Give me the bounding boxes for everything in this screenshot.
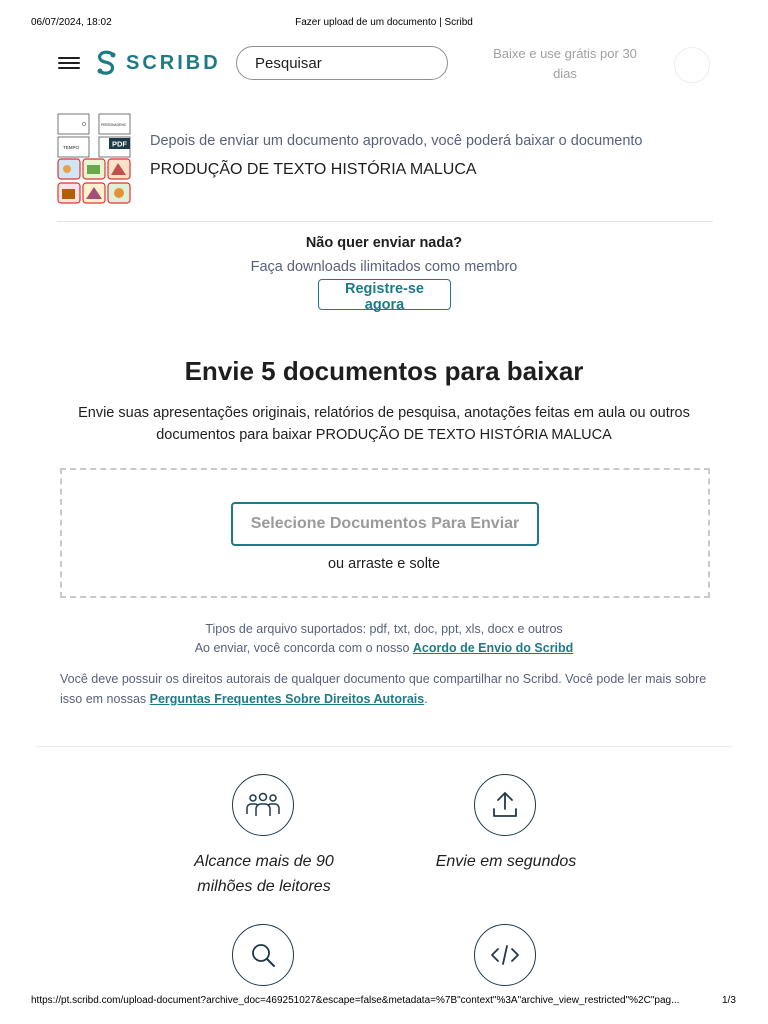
copyright-faq-link[interactable]: Perguntas Frequentes Sobre Direitos Autorais	[149, 692, 425, 706]
supported-types-text: Tipos de arquivo suportados: pdf, txt, doc, ppt, xls, docx e outros	[205, 622, 563, 636]
select-documents-button[interactable]: Selecione Documentos Para Enviar	[231, 502, 539, 546]
thumb-cell-o: O	[82, 122, 86, 128]
feature-code-badge	[474, 924, 536, 986]
copyright-prefix: Você deve possuir os direitos autorais de qualquer documento que compartilhar no Scribd. Você pode ler mais sobre isso em nossas	[60, 672, 707, 706]
document-thumbnail	[56, 112, 132, 204]
agreement-prefix: Ao enviar, você concorda com o nosso	[194, 641, 413, 655]
print-url: https://pt.scribd.com/upload-document?archive_doc=469251027&escape=false&metadata=%7B"context"%3A"archive_view_restricted"%2C"pag...	[31, 995, 680, 1006]
search-icon	[249, 941, 277, 969]
feature-upload-label: Envie em segundos	[435, 853, 577, 870]
drag-drop-text: ou arraste e solte	[327, 556, 441, 572]
logo-text: SCRIBD	[126, 51, 221, 74]
divider	[57, 221, 713, 222]
feature-upload-badge	[474, 774, 536, 836]
code-icon	[490, 943, 520, 967]
hamburger-menu-icon[interactable]	[58, 54, 80, 72]
thumb-cell-tempo: TEMPO	[63, 145, 80, 150]
upload-agreement-link[interactable]: Acordo de Envio do Scribd	[412, 641, 574, 655]
free-trial-link[interactable]: Baixe e use grátis por 30 dias	[493, 46, 637, 81]
people-icon	[246, 792, 280, 818]
feature-readers-label: Alcance mais de 90 milhões de leitores	[194, 853, 334, 895]
divider	[36, 746, 732, 747]
page-title: Envie 5 documentos para baixar	[184, 356, 584, 386]
avatar[interactable]	[674, 47, 710, 83]
scribd-logo[interactable]	[96, 50, 221, 76]
download-after-upload-message: Depois de enviar um documento aprovado, você poderá baixar o documento	[150, 133, 643, 149]
pdf-badge-label: PDF	[112, 139, 127, 149]
nosend-title: Não quer enviar nada?	[305, 235, 463, 251]
document-title[interactable]: PRODUÇÃO DE TEXTO HISTÓRIA MALUCA	[150, 161, 477, 178]
search-input[interactable]	[253, 54, 456, 73]
print-title: Fazer upload de um documento | Scribd	[295, 17, 473, 28]
print-date: 06/07/2024, 18:02	[31, 17, 112, 28]
feature-search-badge	[232, 924, 294, 986]
print-page-number: 1/3	[722, 995, 736, 1006]
search-box[interactable]	[236, 46, 448, 80]
feature-readers-badge	[232, 774, 294, 836]
register-button[interactable]: Registre-se agora	[318, 279, 451, 310]
upload-description: Envie suas apresentações originais, relatórios de pesquisa, anotações feitas em aula ou outros documentos para baixar PRODUÇÃO DE TEXTO HISTÓRIA MALUCA	[78, 405, 690, 443]
copyright-notice	[60, 669, 710, 709]
thumb-cell-personagens: PERSONAGENS	[101, 123, 126, 127]
copyright-suffix: .	[424, 692, 428, 706]
agreement-line	[0, 641, 768, 655]
nosend-subtitle: Faça downloads ilimitados como membro	[250, 259, 518, 275]
scribd-logo-mark-icon	[96, 50, 118, 76]
upload-icon	[492, 791, 518, 819]
